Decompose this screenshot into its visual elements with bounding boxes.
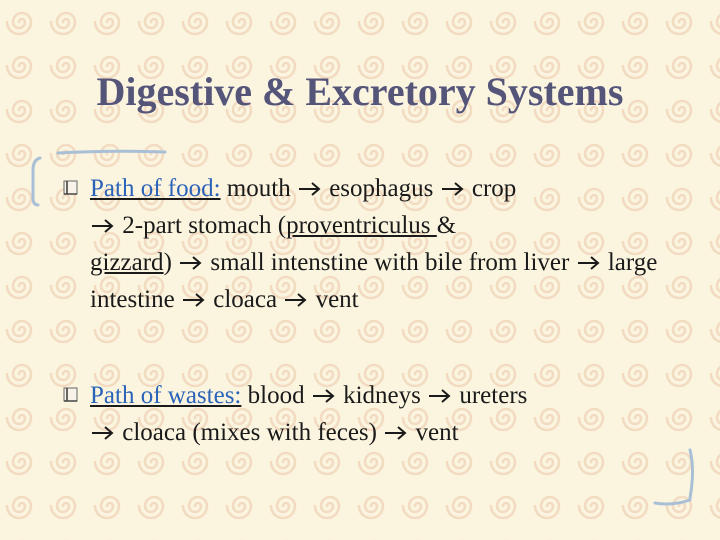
arrow-right-icon bbox=[178, 255, 204, 271]
arrow-right-icon bbox=[383, 425, 409, 441]
arrow-right-icon bbox=[311, 388, 337, 404]
bullet-food bbox=[62, 170, 662, 318]
bullet-icon bbox=[62, 386, 80, 404]
food-text-and: & bbox=[436, 212, 457, 239]
food-text-proventriculus: proventriculus bbox=[286, 212, 437, 239]
food-text-stomach: 2-part stomach ( bbox=[116, 212, 287, 239]
food-path-label: Path of food: bbox=[90, 175, 221, 202]
wastes-path-label: Path of wastes: bbox=[90, 382, 242, 409]
slide-title: Digestive & Excretory Systems bbox=[96, 69, 624, 114]
wastes-text-kidneys: kidneys bbox=[336, 382, 428, 409]
arrow-right-icon bbox=[90, 425, 116, 441]
arrow-right-icon bbox=[90, 218, 116, 234]
wastes-text-cloaca: cloaca (mixes with feces) bbox=[116, 419, 384, 446]
food-text-esophagus: esophagus bbox=[322, 175, 440, 202]
wastes-text-blood: blood bbox=[241, 382, 311, 409]
wastes-text-ureters: ureters bbox=[453, 382, 528, 409]
arrow-right-icon bbox=[283, 292, 309, 308]
food-text-crop: crop bbox=[465, 175, 517, 202]
food-text-vent: vent bbox=[309, 286, 359, 313]
wastes-text-vent: vent bbox=[409, 419, 459, 446]
arrow-right-icon bbox=[427, 388, 453, 404]
food-text-paren: ) bbox=[163, 249, 179, 276]
arrow-right-icon bbox=[297, 181, 323, 197]
food-text-cloaca: cloaca bbox=[206, 286, 284, 313]
food-text-gizzard: gizzard bbox=[90, 249, 164, 276]
arrow-right-icon bbox=[181, 292, 207, 308]
food-text-large-intestine: large intestine bbox=[90, 249, 658, 313]
food-text-small-intestine: small intenstine with bile from liver bbox=[204, 249, 576, 276]
bullet-wastes bbox=[62, 377, 662, 451]
bullet-icon bbox=[62, 179, 80, 197]
food-text-mouth: mouth bbox=[220, 175, 297, 202]
arrow-right-icon bbox=[576, 255, 602, 271]
arrow-right-icon bbox=[440, 181, 466, 197]
